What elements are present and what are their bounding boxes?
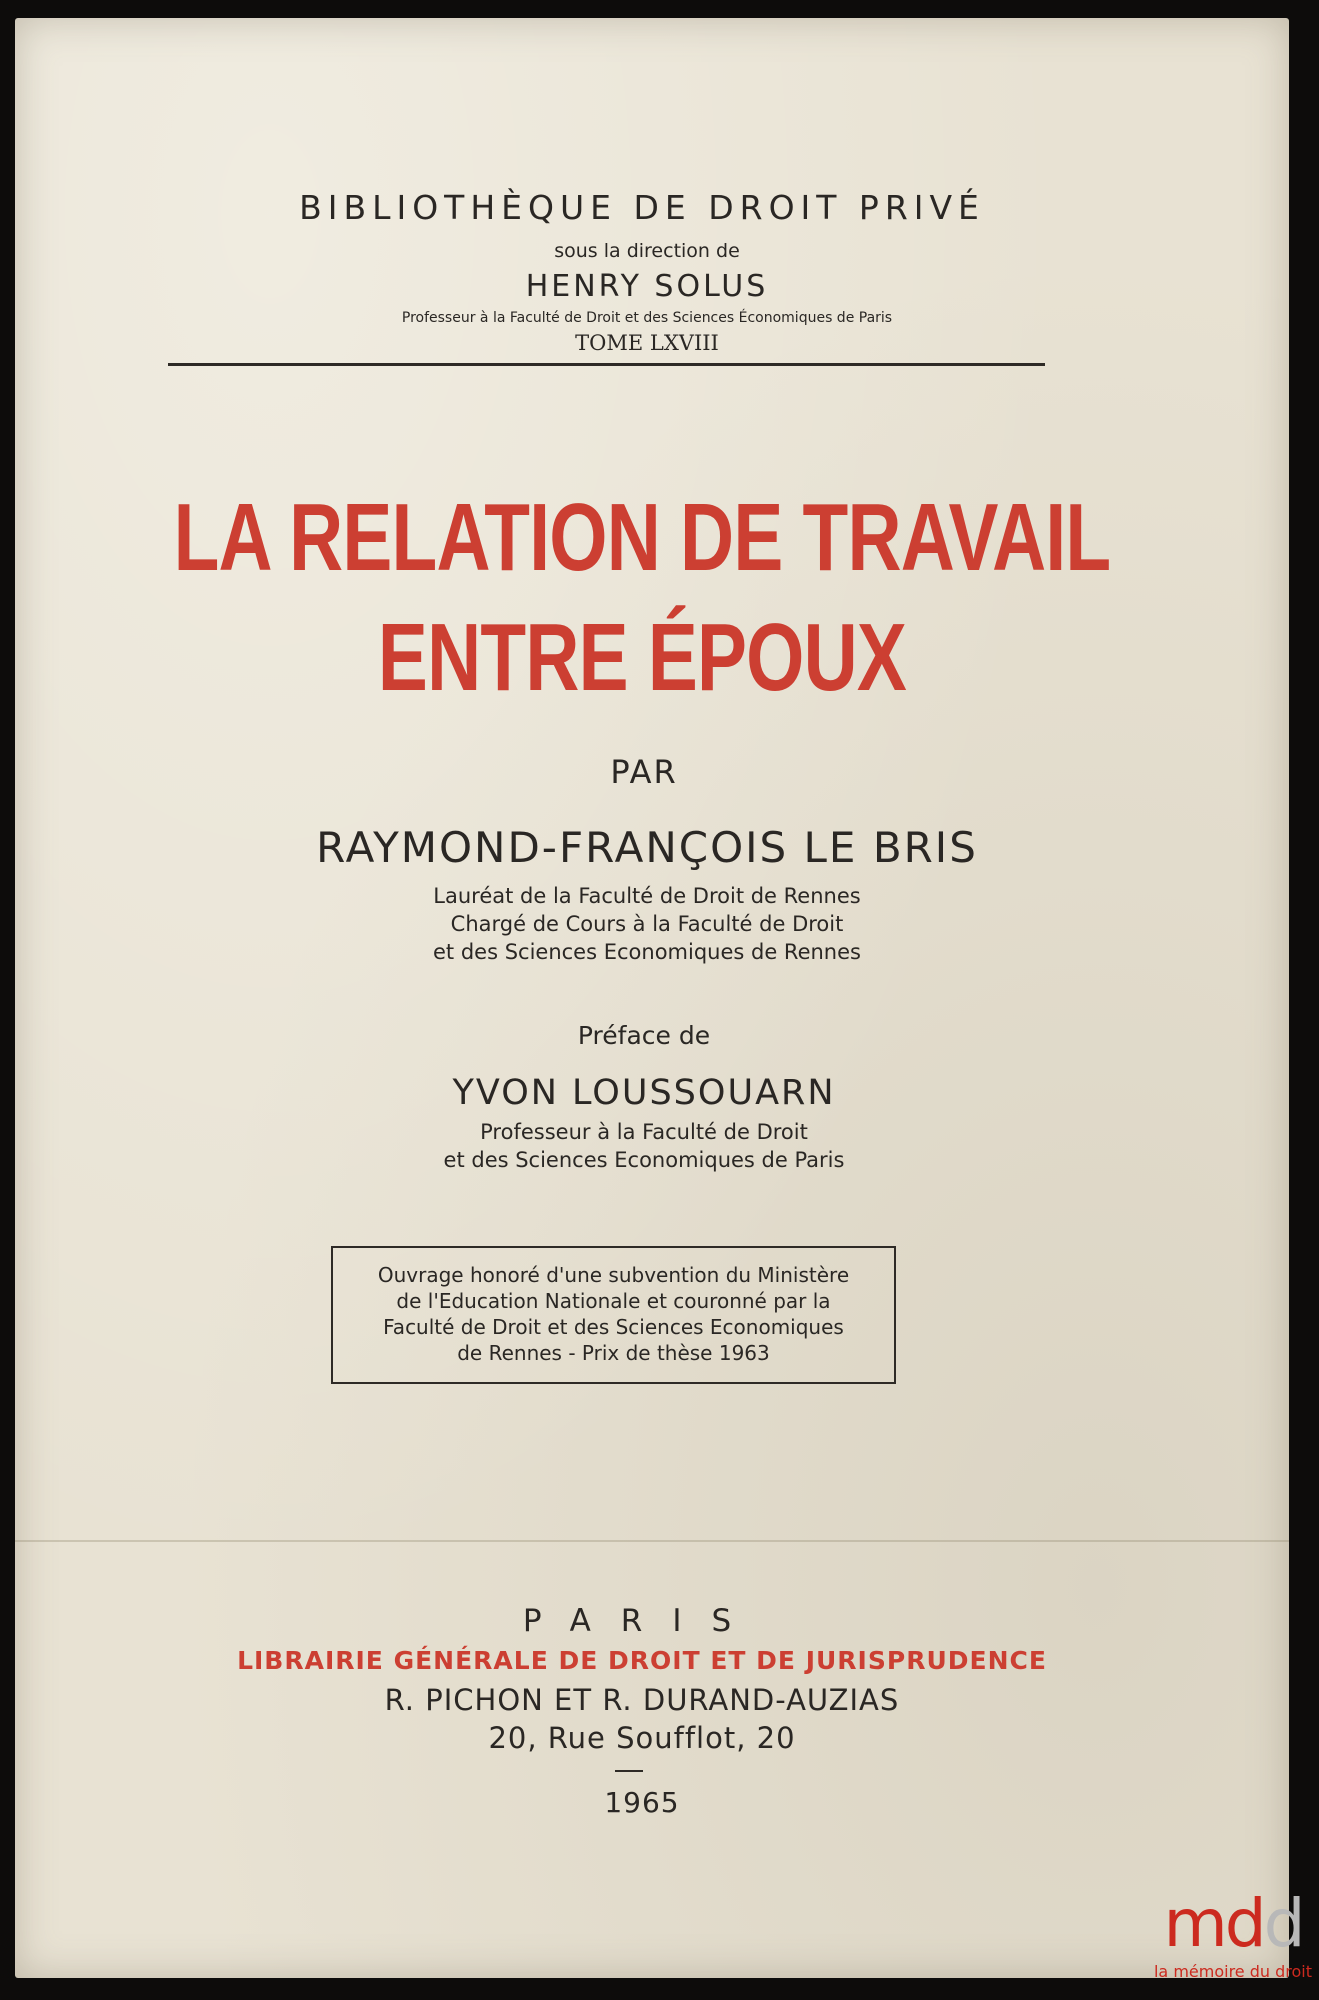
imprint-publisher: LIBRAIRIE GÉNÉRALE DE DROIT ET DE JURISPRUDENCE: [237, 1646, 1047, 1675]
preface-title-line: Professeur à la Faculté de Droit: [480, 1120, 808, 1144]
notice-line: Faculté de Droit et des Sciences Economiques: [383, 1315, 844, 1339]
imprint-address: 20, Rue Soufflot, 20: [488, 1721, 796, 1755]
header-divider: [168, 363, 1045, 366]
notice-line: de l'Education Nationale et couronné par la: [396, 1289, 831, 1313]
preface-label: Préface de: [577, 1021, 711, 1050]
series-direction-label: sous la direction de: [554, 240, 740, 262]
author-titles: [10, 882, 1284, 966]
cover-crease: [15, 1540, 1289, 1542]
preface-author: YVON LOUSSOUARN: [452, 1073, 836, 1113]
notice-line: de Rennes - Prix de thèse 1963: [457, 1341, 770, 1365]
series-tome: TOME LXVIII: [575, 331, 719, 355]
series-director: HENRY SOLUS: [525, 269, 769, 304]
book-title-line-1: LA RELATION DE TRAVAIL: [173, 484, 1111, 591]
mdd-logo-caption: la mémoire du droit: [1153, 1962, 1312, 1981]
award-notice-box: [331, 1246, 896, 1384]
series-director-title: Professeur à la Faculté de Droit et des Sciences Économiques de Paris: [401, 310, 893, 326]
preface-title-line: et des Sciences Economiques de Paris: [443, 1148, 845, 1172]
notice-line: Ouvrage honoré d'une subvention du Ministère: [377, 1263, 850, 1287]
preface-author-titles: [7, 1118, 1281, 1174]
book-title: [145, 478, 1139, 718]
mdd-logo-mark: mdd: [1163, 1885, 1303, 1962]
imprint-city: PARIS: [522, 1603, 762, 1639]
year-dash: [615, 1770, 643, 1772]
author-title-line: Chargé de Cours à la Faculté de Droit: [450, 912, 844, 936]
author-name: RAYMOND-FRANÇOIS LE BRIS: [316, 823, 978, 872]
mdd-logo: [1153, 1886, 1313, 1996]
author-title-line: Lauréat de la Faculté de Droit de Rennes: [433, 884, 861, 908]
author-title-line: et des Sciences Economiques de Rennes: [433, 940, 861, 964]
imprint-year: 1965: [604, 1786, 680, 1819]
by-label: PAR: [610, 753, 678, 791]
series-name: BIBLIOTHÈQUE DE DROIT PRIVÉ: [299, 188, 985, 227]
book-cover: [15, 18, 1289, 1978]
imprint-printers: R. PICHON ET R. DURAND-AUZIAS: [384, 1683, 900, 1717]
book-title-line-2: ENTRE ÉPOUX: [377, 604, 907, 711]
